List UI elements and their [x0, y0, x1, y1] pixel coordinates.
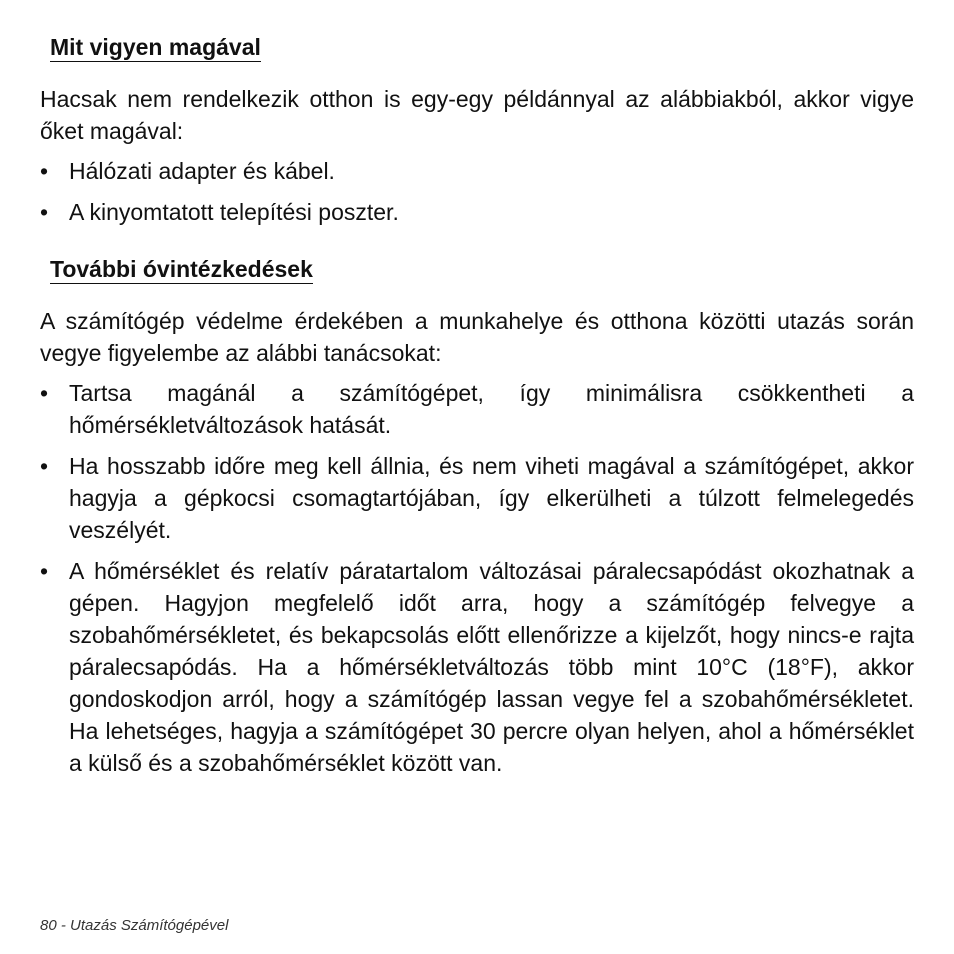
list-item-text: Tartsa magánál a számítógépet, így minimálisra csökkentheti a hőmérsékletváltozások hatását.	[69, 380, 914, 438]
bullet-marker: •	[40, 199, 49, 225]
list-item	[40, 155, 914, 187]
bullet-marker: •	[40, 158, 49, 184]
list-item-text: Hálózati adapter és kábel.	[69, 158, 335, 184]
section-heading-what-to-bring: Mit vigyen magával	[50, 34, 261, 60]
bullet-marker: •	[40, 453, 49, 479]
section1-intro-paragraph: Hacsak nem rendelkezik otthon is egy-egy példánnyal az alábbiakból, akkor vigye őket magával:	[40, 86, 914, 144]
list-item	[40, 450, 914, 546]
section2-intro-paragraph: A számítógép védelme érdekében a munkahelye és otthona közötti utazás során vegye figyelembe az alábbi tanácsokat:	[40, 308, 914, 366]
list-item	[40, 555, 914, 779]
list-item	[40, 196, 914, 228]
bullet-marker: •	[40, 380, 49, 406]
page-footer: 80 - Utazás Számítógépével	[40, 917, 229, 934]
list-item-text: A hőmérséklet és relatív páratartalom változásai páralecsapódást okozhatnak a gépen. Hagyjon megfelelő időt arra, hogy a számítógép felvegye a szobahőmérsékletet, és bekapcsolás előtt ellenőrizze a kijelzőt, hogy nincs-e rajta páralecsapódás. Ha a hőmérsékletváltozás több mint 10°C (18°F), akkor gondoskodjon arról, hogy a számítógép lassan vegye fel a szobahőmérsékletet. Ha lehetséges, hagyja a számítógépet 30 percre olyan helyen, ahol a hőmérséklet a külső és a szobahőmérséklet között van.	[69, 558, 914, 776]
list-item	[40, 377, 914, 441]
section-heading-precautions: További óvintézkedések	[50, 256, 313, 282]
list-item-text: Ha hosszabb időre meg kell állnia, és nem viheti magával a számítógépet, akkor hagyja a gépkocsi csomagtartójában, így elkerülheti a túlzott felmelegedés veszélyét.	[69, 453, 914, 543]
list-item-text: A kinyomtatott telepítési poszter.	[69, 199, 399, 225]
bullet-marker: •	[40, 558, 49, 584]
